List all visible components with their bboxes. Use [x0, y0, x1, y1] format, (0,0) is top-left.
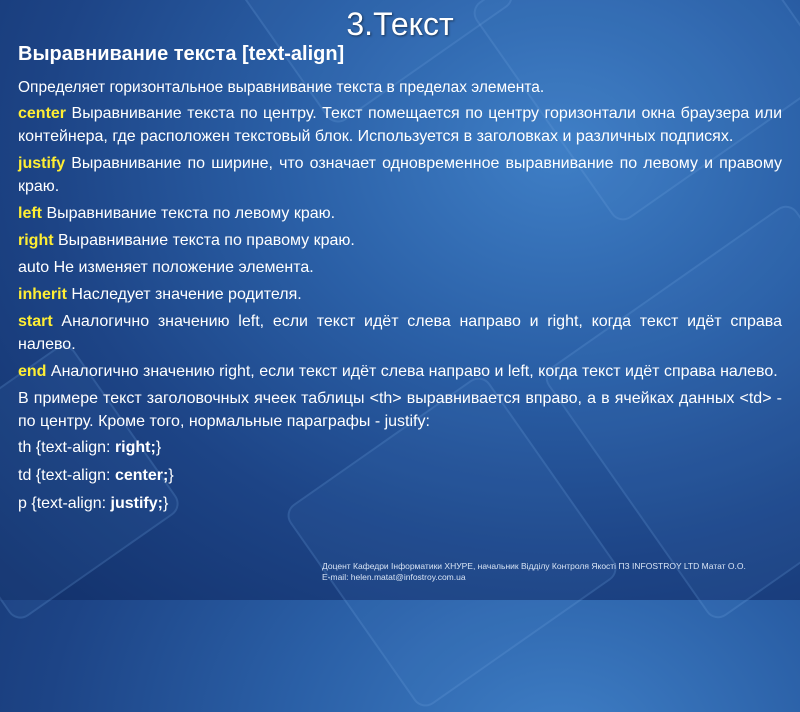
- keyword: justify: [18, 155, 66, 172]
- code-value: right;: [114, 439, 156, 456]
- intro-text: Определяет горизонтальное выравнивание текста в пределах элемента.: [18, 79, 545, 96]
- list-item-start: [18, 310, 782, 356]
- keyword: center: [18, 105, 67, 122]
- list-item-inherit: [18, 283, 782, 306]
- code-suffix: }: [168, 467, 174, 484]
- description: Выравнивание текста по правому краю.: [53, 232, 355, 249]
- description: Аналогично значению left, если текст идёт слева направо и right, когда текст идёт справа налево.: [18, 313, 782, 353]
- slide-content: [18, 76, 782, 521]
- footer-author: Доцент Кафедри Інформатики ХНУРЕ, начальник Відділу Контроля Якості ПЗ INFOSTROY LTD Матат О.О.: [322, 561, 746, 571]
- list-item-right: [18, 229, 782, 252]
- list-item-justify: [18, 152, 782, 198]
- slide-title: 3.Текст: [346, 6, 454, 42]
- keyword: end: [18, 363, 47, 380]
- example-text: В примере текст заголовочных ячеек таблицы <th> выравнивается вправо, а в ячейках данных <td> - по центру. Кроме того, нормальные параграфы - justify:: [18, 390, 782, 430]
- code-suffix: }: [162, 495, 169, 512]
- list-item-auto: [18, 256, 782, 279]
- list-item-center: [18, 102, 782, 148]
- description: Выравнивание по ширине, что означает одновременное выравнивание по левому и правому краю.: [18, 155, 782, 195]
- code-suffix: }: [155, 439, 162, 456]
- description: Выравнивание текста по центру. Текст помещается по центру горизонтали окна браузера или контейнера, где расположен текстовый блок. Используется в заголовках и различных подписях.: [18, 105, 782, 145]
- code-value: justify;: [110, 495, 163, 512]
- list-item-end: [18, 360, 782, 383]
- code-prefix: td {text-align:: [18, 467, 115, 484]
- section-heading: Выравнивание текста [text-align]: [18, 43, 345, 65]
- code-prefix: p {text-align:: [18, 495, 111, 512]
- keyword: right: [18, 232, 54, 249]
- description: Аналогично значению right, если текст идёт слева направо и left, когда текст идёт справа налево.: [46, 363, 778, 380]
- description: auto Не изменяет положение элемента.: [18, 259, 314, 276]
- code-line-td: [18, 465, 782, 487]
- description: Наследует значение родителя.: [66, 286, 302, 303]
- keyword: inherit: [18, 286, 67, 303]
- code-line-th: [18, 437, 782, 459]
- description: Выравнивание текста по левому краю.: [42, 205, 336, 222]
- code-line-p: [18, 493, 782, 515]
- keyword: start: [18, 313, 53, 330]
- keyword: left: [18, 205, 42, 222]
- code-value: center;: [114, 467, 169, 484]
- list-item-left: [18, 202, 782, 225]
- footer: [322, 561, 792, 583]
- footer-email: E-mail: helen.matat@infostroy.com.ua: [322, 572, 466, 582]
- code-prefix: th {text-align:: [18, 439, 115, 456]
